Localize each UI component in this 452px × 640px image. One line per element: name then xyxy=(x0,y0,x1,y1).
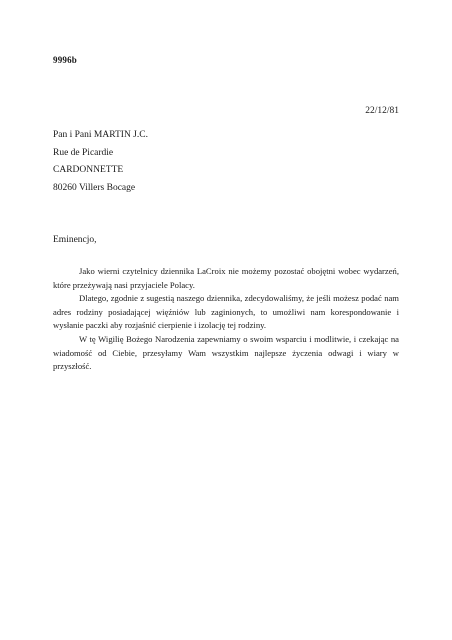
body-paragraph: Dlatego, zgodnie z sugestią naszego dziennika, zdecydowaliśmy, że jeśli możesz podać nam adres rodziny posiadającej więźniów lub zaginionych, to umożliwi nam korespondowanie i wysłanie paczki aby rozjaśnić cierpienie i izolację tej rodziny. xyxy=(53,293,399,331)
body-paragraph: W tę Wigilię Bożego Narodzenia zapewniamy o swoim wsparciu i modlitwie, i czekając na wiadomość od Ciebie, przesyłamy Wam wszystkim najlepsze życzenia odwagi i wiary w przyszłość. xyxy=(53,333,399,372)
salutation: Eminencjo, xyxy=(53,235,97,245)
address-line-town: CARDONNETTE xyxy=(53,165,124,175)
address-line-street: Rue de Picardie xyxy=(53,147,114,158)
recipient-address xyxy=(53,127,148,197)
letter-body xyxy=(53,265,399,374)
letter-date: 22/12/81 xyxy=(365,106,399,116)
address-line-name: Pan i Pani MARTIN J.C. xyxy=(53,130,148,140)
document-id: 9996b xyxy=(53,55,78,65)
address-line-postal: 80260 Villers Bocage xyxy=(53,182,136,193)
body-paragraph: Jako wierni czytelnicy dziennika LaCroix nie możemy pozostać obojętni wobec wydarzeń, które przeżywają nasi przyjaciele Polacy. xyxy=(53,266,399,290)
